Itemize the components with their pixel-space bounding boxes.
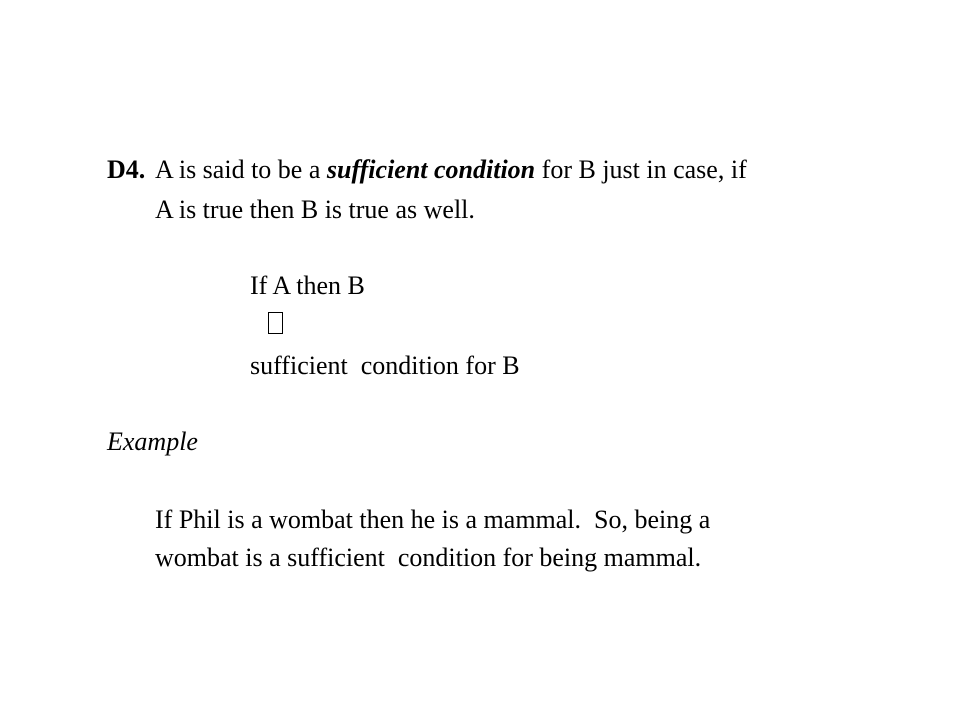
example-text-line-2: wombat is a sufficient condition for being mammal.	[155, 543, 702, 572]
example-heading: Example	[107, 427, 198, 456]
definition-number: D4.	[107, 155, 146, 184]
conditional-formula: If A then B	[250, 271, 365, 300]
definition-text-start: A is said to be a	[155, 155, 327, 184]
definition-key-term: sufficient condition	[326, 155, 536, 184]
sufficient-condition-label: sufficient condition for B	[250, 351, 520, 380]
definition-text-line-2: A is true then B is true as well.	[155, 195, 475, 224]
definition-text-line-1	[155, 154, 747, 186]
missing-arrow-glyph-icon	[268, 312, 283, 334]
definition-text-end: for B just in case, if	[535, 155, 747, 184]
example-text-line-1: If Phil is a wombat then he is a mammal. So, being a	[155, 505, 711, 534]
